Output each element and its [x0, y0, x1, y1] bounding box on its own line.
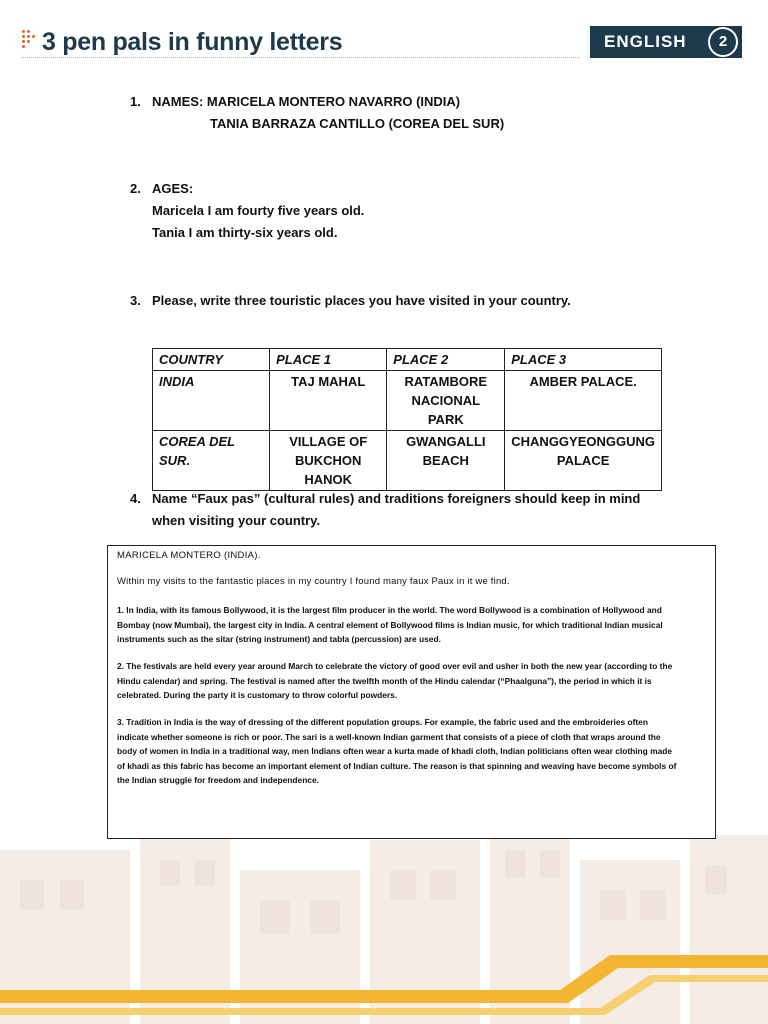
- place-line: TAJ MAHAL: [291, 374, 366, 389]
- letter-paragraph: [117, 715, 707, 788]
- place-line: NACIONAL PARK: [411, 393, 481, 427]
- paragraph-line: celebrated. During the party it is customary to throw colorful powders.: [117, 690, 398, 701]
- paragraph-line: 2. The festivals are held every year around March to celebrate the victory of good over evil and usher in both the new year (according to the: [117, 661, 673, 671]
- paragraph-line: of khadi as this fabric has become an important element of Indian culture. The reason is that spinning and weaving have become symbols of: [117, 760, 677, 771]
- table-row: [153, 431, 662, 491]
- question-line: Name “Faux pas” (cultural rules) and traditions foreigners should keep in mind: [152, 491, 641, 506]
- place-line: GWANGALLI: [406, 434, 486, 449]
- question-number: 2.: [130, 181, 141, 196]
- question-number: 3.: [130, 293, 141, 308]
- question-number: 1.: [130, 94, 141, 109]
- table-header-cell: PLACE 1: [270, 349, 387, 371]
- country-cell: COREA DEL SUR.: [153, 431, 270, 491]
- place-cell: [270, 431, 387, 491]
- badge-number: 2: [708, 27, 738, 57]
- letter-paragraph: [117, 603, 707, 647]
- paragraph-line: 3. Tradition in India is the way of dressing of the different population groups. For example, the fabric used and the embroideries often: [117, 717, 648, 727]
- paragraph-line: Bombay (now Mumbai), the largest city in India. A central element of Bollywood films is Indian music, for which traditional Indian musical: [117, 619, 663, 630]
- place-cell: [387, 371, 505, 431]
- paragraph-line: instruments such as the sitar (string instrument) and tabla (percussion) are used.: [117, 634, 441, 645]
- header-divider: [22, 57, 580, 58]
- letter-intro: Within my visits to the fantastic places in my country I found many faux Paux in it we find.: [117, 576, 510, 587]
- question-line: Tania I am thirty-six years old.: [152, 225, 338, 240]
- place-line: CHANGGYEONGGUNG: [511, 434, 655, 449]
- paragraph-line: body of women in India in a traditional way, men Indians often wear a kurta made of khadi cloth, Indian politicians often wear clothing made: [117, 746, 672, 757]
- place-line: AMBER PALACE.: [529, 374, 637, 389]
- page-title: 3 pen pals in funny letters: [42, 28, 343, 56]
- question-line: TANIA BARRAZA CANTILLO (COREA DEL SUR): [210, 116, 505, 131]
- table-header-cell: COUNTRY: [153, 349, 270, 371]
- paragraph-line: indicate whether someone is rich or poor. The sari is a well-known Indian garment that consists of a piece of cloth that wraps around the: [117, 731, 661, 742]
- question-line: AGES:: [152, 181, 194, 196]
- paragraph-line: 1. In India, with its famous Bollywood, it is the largest film producer in the world. The word Bollywood is a combination of Hollywood and: [117, 605, 662, 615]
- question-line: NAMES: MARICELA MONTERO NAVARRO (INDIA): [152, 94, 461, 109]
- question-number: 4.: [130, 491, 141, 506]
- places-table: [152, 348, 662, 491]
- place-line: PALACE: [556, 453, 610, 468]
- place-cell: [387, 431, 505, 491]
- place-line: VILLAGE OF: [289, 434, 368, 449]
- place-line: RATAMBORE: [404, 374, 488, 389]
- level-badge: [590, 26, 742, 58]
- letter-header: MARICELA MONTERO (INDIA).: [117, 550, 261, 561]
- question-line: Maricela I am fourty five years old.: [152, 203, 365, 218]
- table-row: [153, 371, 662, 431]
- table-header-cell: PLACE 3: [505, 349, 662, 371]
- paragraph-line: the Indian struggle for freedom and independence.: [117, 775, 319, 786]
- paragraph-line: Hindu calendar) and spring. The festival is named after the twelfth month of the Hindu calendar (“Phaalguna”), the period in which it is: [117, 675, 652, 686]
- letter-paragraph: [117, 659, 707, 703]
- page-header: [0, 0, 768, 62]
- table-header-row: [153, 349, 662, 371]
- badge-label: ENGLISH: [604, 32, 687, 51]
- table-header-cell: PLACE 2: [387, 349, 505, 371]
- place-line: BEACH: [422, 453, 469, 468]
- place-cell: [505, 371, 662, 431]
- place-cell: [270, 371, 387, 431]
- question-line: when visiting your country.: [152, 513, 321, 528]
- country-cell: INDIA: [153, 371, 270, 431]
- place-line: BUKCHON: [294, 453, 362, 468]
- place-cell: [505, 431, 662, 491]
- question-line: Please, write three touristic places you have visited in your country.: [152, 293, 571, 308]
- letter-box: [107, 545, 716, 839]
- dots-logo-icon: [22, 30, 38, 52]
- place-line: HANOK: [304, 472, 353, 487]
